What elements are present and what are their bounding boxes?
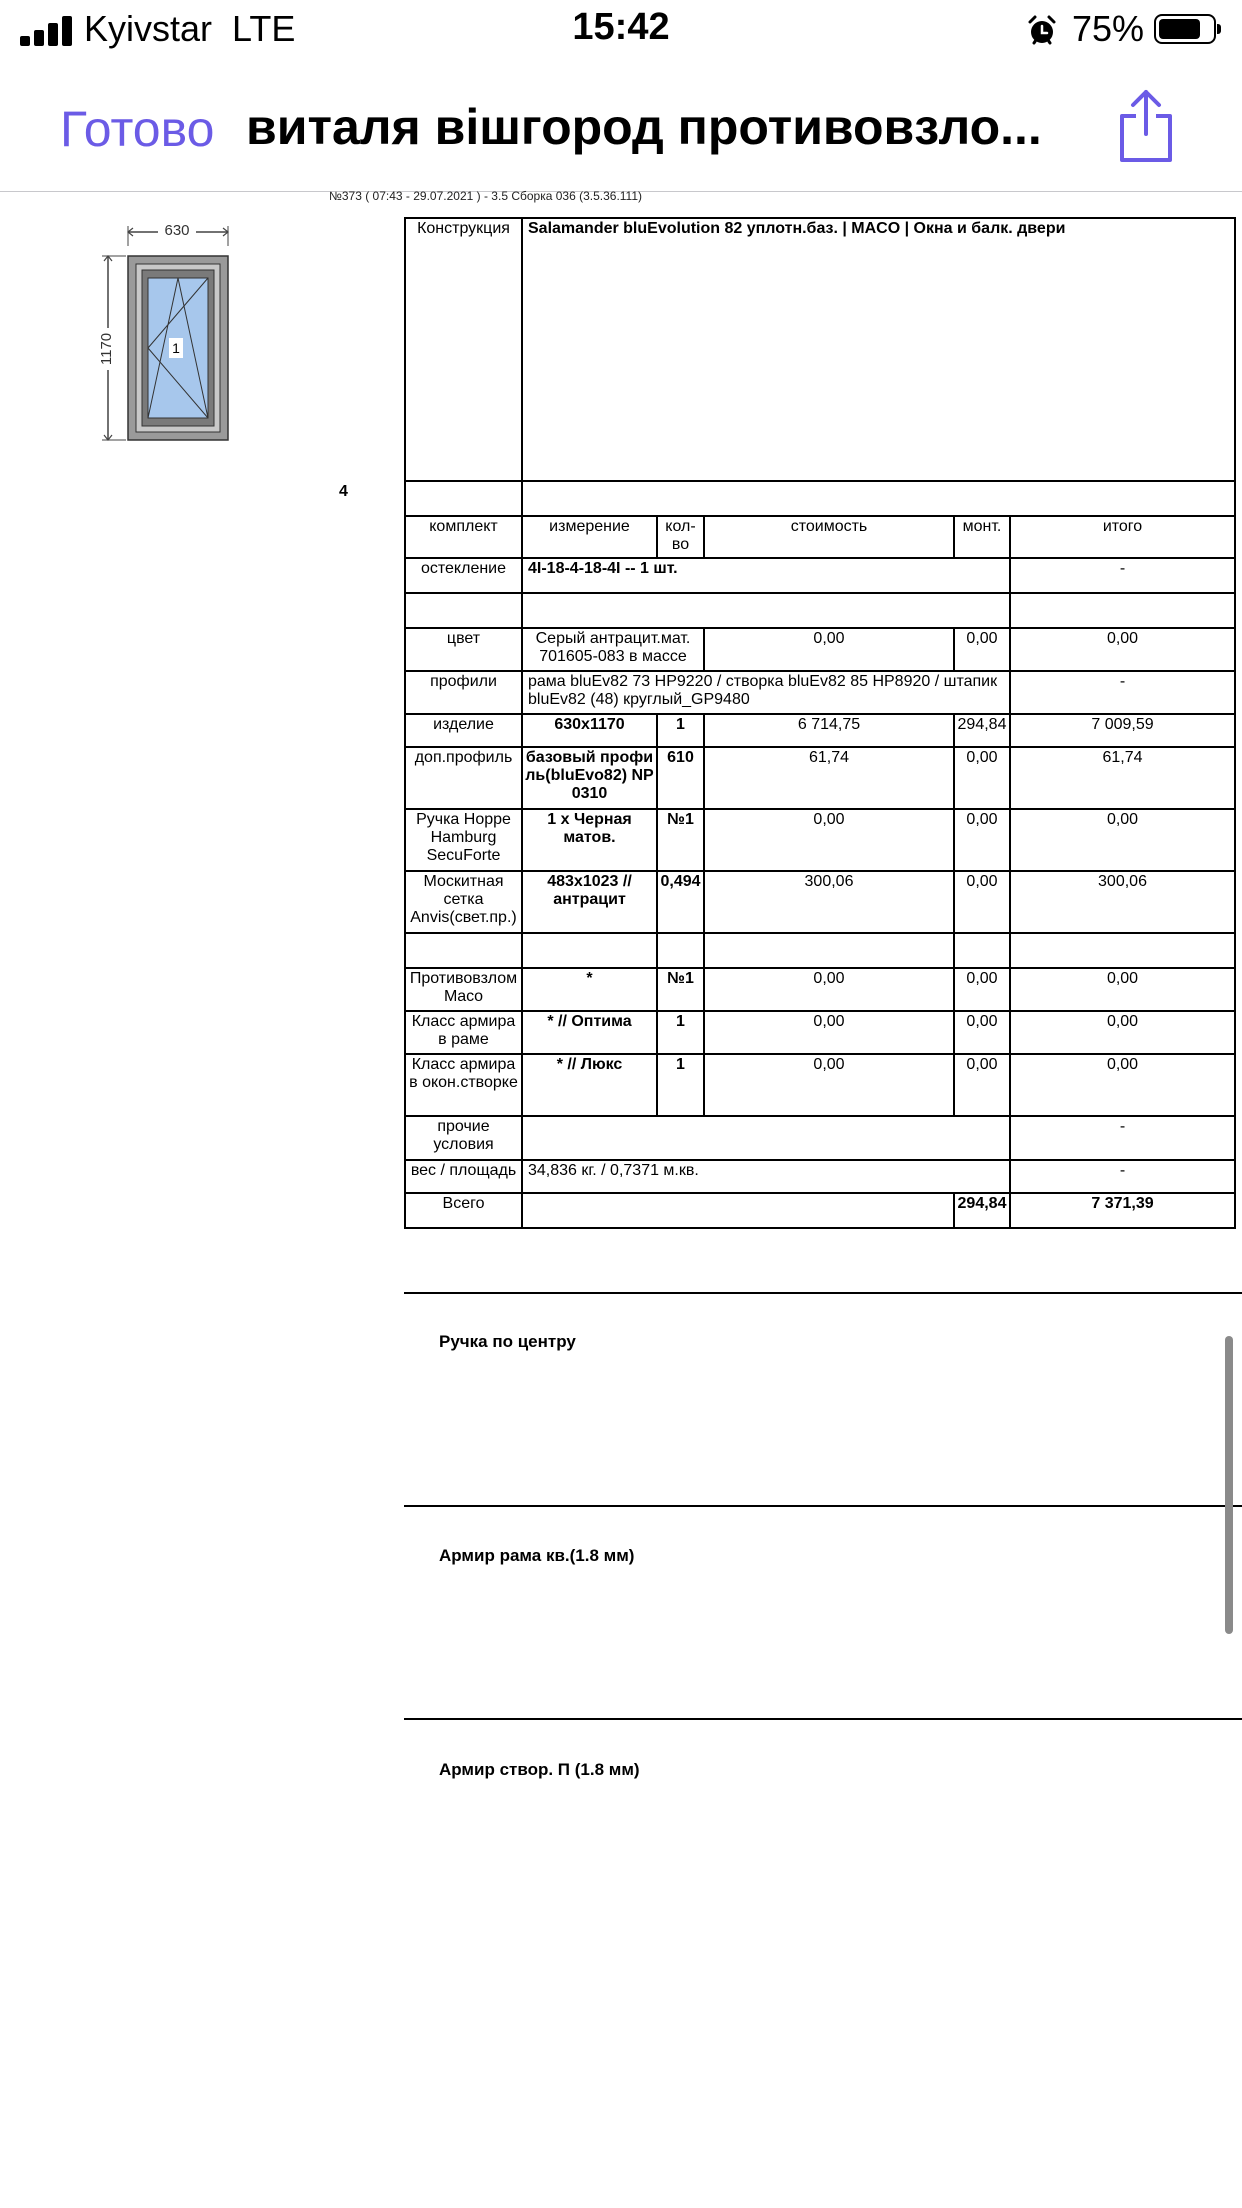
glazing-value: 4I-18-4-18-4I -- 1 шт.: [522, 558, 1010, 593]
document-header: №373 ( 07:43 - 29.07.2021 ) - 3.5 Сборка 036 (3.5.36.111): [329, 189, 643, 203]
scrollbar[interactable]: [1225, 1336, 1233, 1634]
profiles-total: -: [1010, 671, 1235, 714]
profiles-row: [405, 671, 1235, 714]
item-name: изделие: [405, 714, 522, 747]
navigation-bar: [0, 62, 1242, 192]
summary-total: 7 371,39: [1010, 1193, 1235, 1228]
item-size: базовый профиль(bluEvo82) NP0310: [522, 747, 657, 809]
network-type: LTE: [232, 8, 296, 49]
item-row: [405, 871, 1235, 933]
summary-mont: 294,84: [954, 1193, 1010, 1228]
construction-label: Конструкция: [405, 218, 522, 481]
item-mont: 0,00: [954, 1011, 1010, 1054]
item-name: Противовзлом Maco: [405, 968, 522, 1011]
section-divider: [404, 1505, 1242, 1507]
color-value: Серый антрацит.мат. 701605-083 в массе: [522, 628, 704, 671]
done-button[interactable]: Готово: [60, 101, 215, 157]
item-size: 1 x Черная матов.: [522, 809, 657, 871]
item-qty: 610: [657, 747, 704, 809]
item-cost: 300,06: [704, 871, 954, 933]
profiles-value: рама bluEv82 73 HP9220 / створка bluEv82 85 HP8920 / штапик bluEv82 (48) круглый_GP9480: [522, 671, 1010, 714]
item-total: 0,00: [1010, 968, 1235, 1011]
battery-percent: 75%: [1072, 8, 1145, 49]
item-qty: №1: [657, 968, 704, 1011]
color-cost: 0,00: [704, 628, 954, 671]
item-cost: 0,00: [704, 968, 954, 1011]
column-header: стоимость: [704, 516, 954, 558]
window-drawing: [96, 222, 236, 446]
color-row: [405, 628, 1235, 671]
drawing-height-label: 1170: [98, 332, 115, 366]
item-cost: 0,00: [704, 809, 954, 871]
section-divider: [404, 1292, 1242, 1294]
note-text: Ручка по центру: [439, 1332, 576, 1351]
weight-row: [405, 1160, 1235, 1193]
summary-row: [405, 1193, 1235, 1228]
spacer-row: [405, 481, 1235, 516]
item-row: [405, 1011, 1235, 1054]
item-total: 7 009,59: [1010, 714, 1235, 747]
item-name: доп.профиль: [405, 747, 522, 809]
item-cost: 61,74: [704, 747, 954, 809]
column-header: комплект: [405, 516, 522, 558]
item-name: Москитная сетка Anvis(свет.пр.): [405, 871, 522, 933]
item-size: 630x1170: [522, 714, 657, 747]
weight-label: вес / площадь: [405, 1160, 522, 1193]
item-name: Класс армира в раме: [405, 1011, 522, 1054]
item-qty: 1: [657, 1011, 704, 1054]
item-total: 0,00: [1010, 1054, 1235, 1116]
note-text: Армир створ. П (1.8 мм): [439, 1760, 640, 1779]
item-qty: 1: [657, 714, 704, 747]
item-total: 0,00: [1010, 809, 1235, 871]
color-mont: 0,00: [954, 628, 1010, 671]
item-mont: 0,00: [954, 968, 1010, 1011]
item-mont: 0,00: [954, 1054, 1010, 1116]
item-mont: 0,00: [954, 871, 1010, 933]
item-qty: 0,494: [657, 871, 704, 933]
other-conditions-total: -: [1010, 1116, 1235, 1160]
spacer-row: [405, 933, 1235, 968]
color-label: цвет: [405, 628, 522, 671]
column-header: монт.: [954, 516, 1010, 558]
item-total: 61,74: [1010, 747, 1235, 809]
construction-value: Salamander bluEvolution 82 уплотн.баз. | MACO | Окна и балк. двери: [522, 218, 1235, 481]
item-total: 0,00: [1010, 1011, 1235, 1054]
profiles-label: профили: [405, 671, 522, 714]
item-qty: №1: [657, 809, 704, 871]
battery-icon: [1154, 14, 1216, 44]
glazing-label: остекление: [405, 558, 522, 593]
document-title: виталя вішгород противовзло...: [246, 99, 1042, 155]
alarm-icon: [1026, 14, 1058, 46]
summary-label: Всего: [405, 1193, 522, 1228]
item-size: * // Оптима: [522, 1011, 657, 1054]
column-header-row: [405, 516, 1235, 558]
drawing-sash-label: 1: [172, 340, 180, 356]
construction-row: [405, 218, 1235, 481]
column-header: итого: [1010, 516, 1235, 558]
section-divider: [404, 1718, 1242, 1720]
item-row: [405, 714, 1235, 747]
item-row: [405, 747, 1235, 809]
status-time: 15:42: [572, 6, 670, 48]
weight-total: -: [1010, 1160, 1235, 1193]
specification-table: [404, 217, 1236, 1229]
weight-value: 34,836 кг. / 0,7371 м.кв.: [522, 1160, 1010, 1193]
color-total: 0,00: [1010, 628, 1235, 671]
drawing-width-label: 630: [164, 222, 190, 239]
other-conditions-label: прочие условия: [405, 1116, 522, 1160]
item-cost: 0,00: [704, 1011, 954, 1054]
item-name: Класс армира в окон.створке: [405, 1054, 522, 1116]
status-bar: [0, 0, 1242, 62]
spacer-row: [405, 593, 1235, 628]
item-size: * // Люкс: [522, 1054, 657, 1116]
position-number: 4: [339, 483, 348, 500]
item-cost: 0,00: [704, 1054, 954, 1116]
note-text: Армир рама кв.(1.8 мм): [439, 1546, 635, 1565]
item-mont: 0,00: [954, 747, 1010, 809]
share-icon[interactable]: [1114, 88, 1178, 164]
item-row: [405, 968, 1235, 1011]
column-header: измерение: [522, 516, 657, 558]
other-conditions-row: [405, 1116, 1235, 1160]
item-mont: 294,84: [954, 714, 1010, 747]
item-total: 300,06: [1010, 871, 1235, 933]
item-qty: 1: [657, 1054, 704, 1116]
item-size: 483x1023 // антрацит: [522, 871, 657, 933]
carrier-name: Kyivstar: [84, 8, 213, 49]
item-row: [405, 1054, 1235, 1116]
item-row: [405, 809, 1235, 871]
item-size: *: [522, 968, 657, 1011]
item-mont: 0,00: [954, 809, 1010, 871]
column-header: кол-во: [657, 516, 704, 558]
item-name: Ручка Hoppe Hamburg SecuForte: [405, 809, 522, 871]
glazing-row: [405, 558, 1235, 593]
item-cost: 6 714,75: [704, 714, 954, 747]
glazing-total: -: [1010, 558, 1235, 593]
